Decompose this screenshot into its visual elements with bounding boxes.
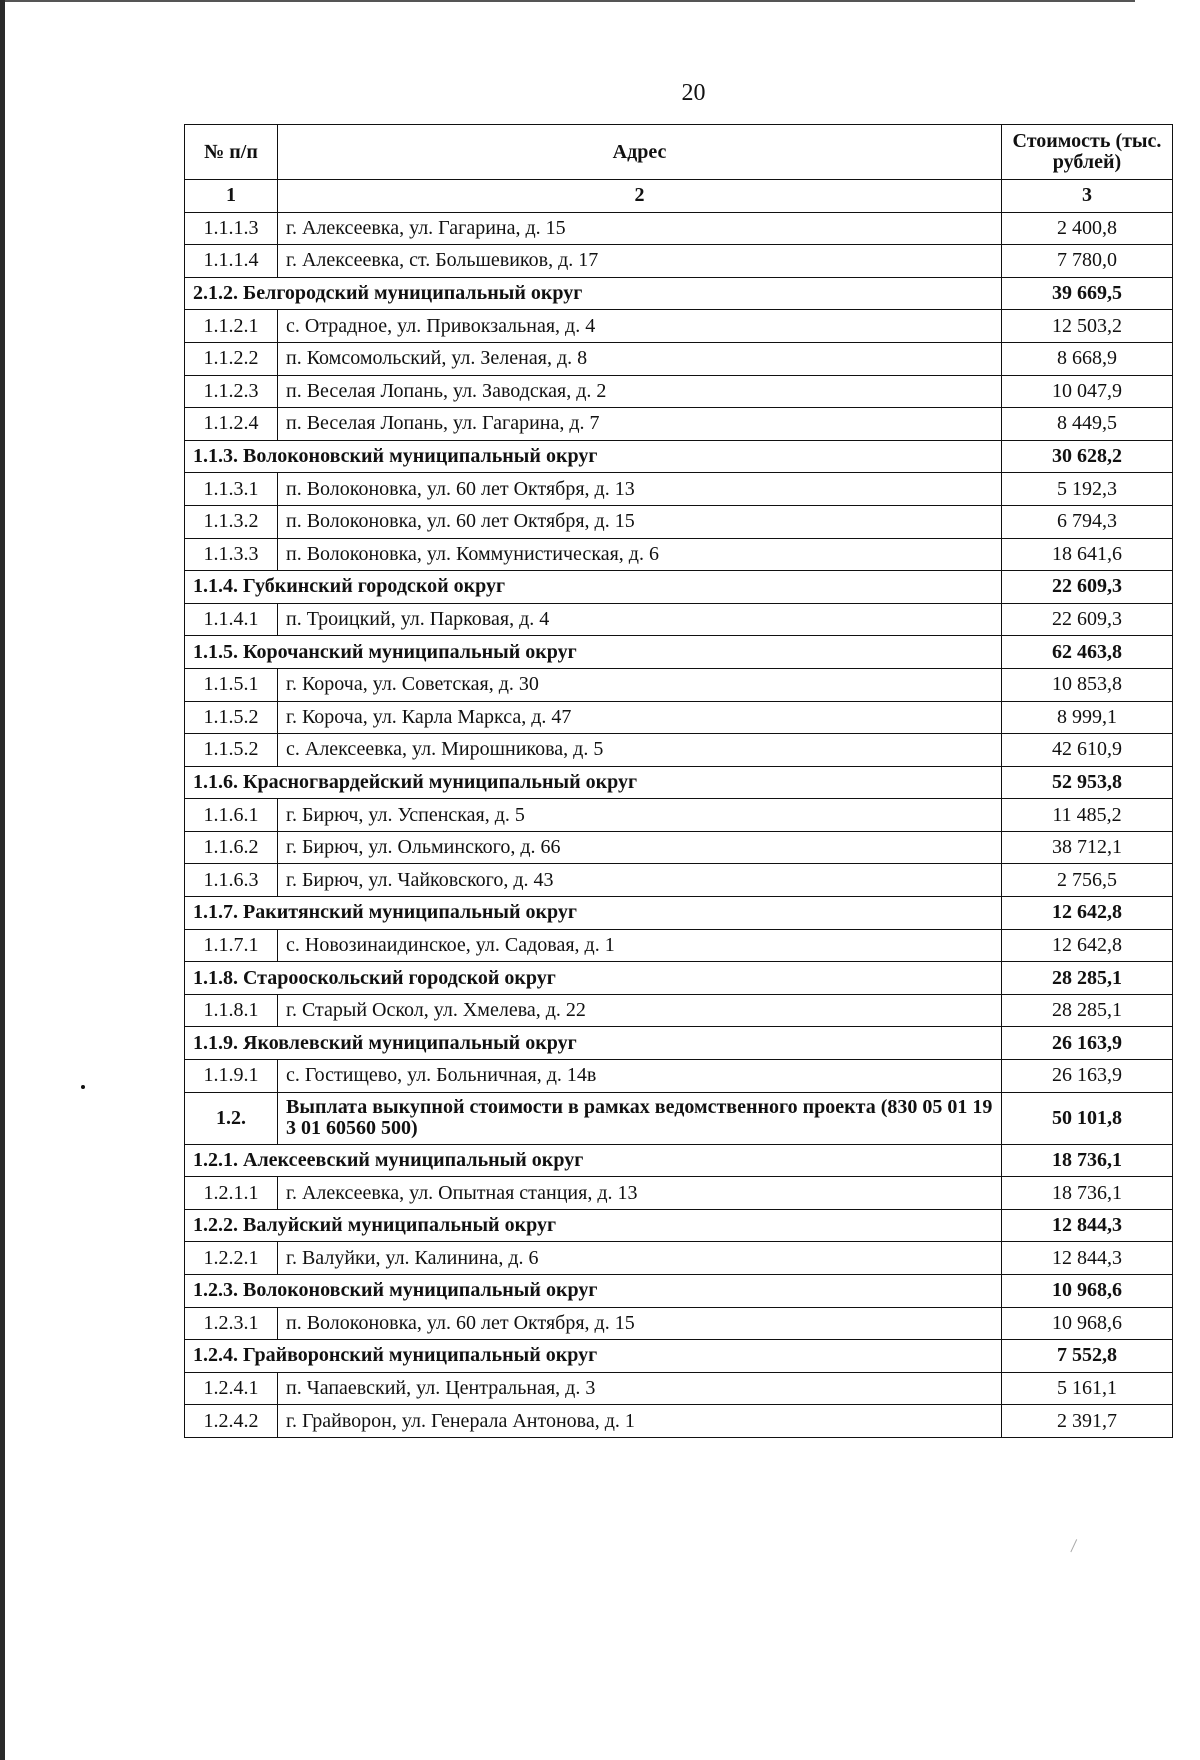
group-row: [185, 766, 1173, 799]
table-row: [185, 538, 1173, 571]
row-address: г. Короча, ул. Карла Маркса, д. 47: [278, 701, 1002, 734]
table-row: [185, 734, 1173, 767]
group-title: 2.1.2. Белгородский муниципальный округ: [185, 277, 1002, 310]
table-row: [185, 1307, 1173, 1340]
row-address: Выплата выкупной стоимости в рамках ведомственного проекта (830 05 01 19 3 01 60560 500): [278, 1092, 1002, 1144]
table-row: [185, 212, 1173, 245]
row-address: г. Валуйки, ул. Калинина, д. 6: [278, 1242, 1002, 1275]
group-total: 52 953,8: [1002, 766, 1173, 799]
table-row: [185, 310, 1173, 343]
row-address: г. Бирюч, ул. Чайковского, д. 43: [278, 864, 1002, 897]
scan-dot: [81, 1085, 85, 1089]
row-cost: 5 161,1: [1002, 1372, 1173, 1405]
row-cost: 26 163,9: [1002, 1060, 1173, 1093]
row-cost: 18 641,6: [1002, 538, 1173, 571]
row-number: 1.1.2.1: [185, 310, 278, 343]
row-cost: 18 736,1: [1002, 1177, 1173, 1210]
group-total: 12 844,3: [1002, 1209, 1173, 1242]
row-cost: 22 609,3: [1002, 603, 1173, 636]
group-total: 26 163,9: [1002, 1027, 1173, 1060]
group-row: [185, 1144, 1173, 1177]
table-row: [185, 1060, 1173, 1093]
group-title: 1.1.4. Губкинский городской округ: [185, 571, 1002, 604]
row-number: 1.1.2.3: [185, 375, 278, 408]
table-header-row: [185, 125, 1173, 180]
row-number: 1.1.3.2: [185, 505, 278, 538]
row-number: 1.1.6.2: [185, 831, 278, 864]
row-cost: 10 968,6: [1002, 1307, 1173, 1340]
table-row: [185, 1242, 1173, 1275]
row-cost: 2 391,7: [1002, 1405, 1173, 1438]
row-number: 1.1.3.1: [185, 473, 278, 506]
row-address: п. Троицкий, ул. Парковая, д. 4: [278, 603, 1002, 636]
row-cost: 6 794,3: [1002, 505, 1173, 538]
row-cost: 5 192,3: [1002, 473, 1173, 506]
row-number: 1.1.2.4: [185, 408, 278, 441]
row-cost: 28 285,1: [1002, 994, 1173, 1027]
row-number: 1.1.5.2: [185, 734, 278, 767]
scan-edge-top: [5, 0, 1135, 2]
row-number: 1.2.1.1: [185, 1177, 278, 1210]
row-cost: 10 853,8: [1002, 668, 1173, 701]
group-row: [185, 1027, 1173, 1060]
row-number: 1.1.1.4: [185, 245, 278, 278]
table-row: [185, 864, 1173, 897]
table-row: [185, 831, 1173, 864]
row-address: г. Грайворон, ул. Генерала Антонова, д. 1: [278, 1405, 1002, 1438]
table-row: [185, 668, 1173, 701]
table-row: [185, 505, 1173, 538]
table-row: [185, 799, 1173, 832]
group-row: [185, 1209, 1173, 1242]
row-cost: 42 610,9: [1002, 734, 1173, 767]
row-cost: 2 756,5: [1002, 864, 1173, 897]
row-cost: 8 999,1: [1002, 701, 1173, 734]
row-cost: 12 844,3: [1002, 1242, 1173, 1275]
header-number: № п/п: [185, 125, 278, 180]
group-row: [185, 440, 1173, 473]
column-number-1: 1: [185, 180, 278, 213]
row-address: с. Гостищево, ул. Больничная, д. 14в: [278, 1060, 1002, 1093]
group-row: [185, 897, 1173, 930]
section-row: [185, 1092, 1173, 1144]
row-number: 1.1.2.2: [185, 342, 278, 375]
group-title: 1.2.2. Валуйский муниципальный округ: [185, 1209, 1002, 1242]
table-row: [185, 1372, 1173, 1405]
row-cost: 50 101,8: [1002, 1092, 1173, 1144]
row-address: п. Веселая Лопань, ул. Заводская, д. 2: [278, 375, 1002, 408]
row-cost: 12 503,2: [1002, 310, 1173, 343]
row-number: 1.2.4.2: [185, 1405, 278, 1438]
row-address: п. Волоконовка, ул. 60 лет Октября, д. 15: [278, 505, 1002, 538]
cost-table: [184, 124, 1173, 1438]
table-row: [185, 473, 1173, 506]
row-address: п. Комсомольский, ул. Зеленая, д. 8: [278, 342, 1002, 375]
row-cost: 38 712,1: [1002, 831, 1173, 864]
row-number: 1.1.5.2: [185, 701, 278, 734]
table-row: [185, 603, 1173, 636]
row-number: 1.1.6.3: [185, 864, 278, 897]
table-row: [185, 1177, 1173, 1210]
group-total: 7 552,8: [1002, 1340, 1173, 1373]
group-row: [185, 1275, 1173, 1308]
group-total: 18 736,1: [1002, 1144, 1173, 1177]
group-title: 1.1.7. Ракитянский муниципальный округ: [185, 897, 1002, 930]
table-row: [185, 701, 1173, 734]
row-address: г. Бирюч, ул. Ольминского, д. 66: [278, 831, 1002, 864]
group-row: [185, 1340, 1173, 1373]
table-row: [185, 929, 1173, 962]
row-number: 1.1.8.1: [185, 994, 278, 1027]
row-number: 1.2.: [185, 1092, 278, 1144]
row-number: 1.1.3.3: [185, 538, 278, 571]
row-address: г. Короча, ул. Советская, д. 30: [278, 668, 1002, 701]
group-total: 30 628,2: [1002, 440, 1173, 473]
header-address: Адрес: [278, 125, 1002, 180]
row-address: п. Волоконовка, ул. 60 лет Октября, д. 15: [278, 1307, 1002, 1340]
group-title: 1.2.3. Волоконовский муниципальный округ: [185, 1275, 1002, 1308]
row-number: 1.1.7.1: [185, 929, 278, 962]
group-title: 1.1.9. Яковлевский муниципальный округ: [185, 1027, 1002, 1060]
group-row: [185, 571, 1173, 604]
group-total: 10 968,6: [1002, 1275, 1173, 1308]
group-total: 39 669,5: [1002, 277, 1173, 310]
group-row: [185, 962, 1173, 995]
group-total: 12 642,8: [1002, 897, 1173, 930]
table-body: [185, 212, 1173, 1437]
group-title: 1.2.4. Грайворонский муниципальный округ: [185, 1340, 1002, 1373]
table-row: [185, 1405, 1173, 1438]
group-title: 1.1.8. Старооскольский городской округ: [185, 962, 1002, 995]
row-address: г. Бирюч, ул. Успенская, д. 5: [278, 799, 1002, 832]
row-address: п. Веселая Лопань, ул. Гагарина, д. 7: [278, 408, 1002, 441]
group-row: [185, 636, 1173, 669]
table-row: [185, 245, 1173, 278]
group-total: 62 463,8: [1002, 636, 1173, 669]
row-address: с. Алексеевка, ул. Мирошникова, д. 5: [278, 734, 1002, 767]
group-title: 1.2.1. Алексеевский муниципальный округ: [185, 1144, 1002, 1177]
row-cost: 2 400,8: [1002, 212, 1173, 245]
column-number-3: 3: [1002, 180, 1173, 213]
row-number: 1.2.4.1: [185, 1372, 278, 1405]
header-cost: Стоимость (тыс. рублей): [1002, 125, 1173, 180]
row-address: п. Волоконовка, ул. 60 лет Октября, д. 13: [278, 473, 1002, 506]
column-number-2: 2: [278, 180, 1002, 213]
scan-mark: [1070, 1539, 1082, 1555]
row-address: с. Отрадное, ул. Привокзальная, д. 4: [278, 310, 1002, 343]
row-cost: 12 642,8: [1002, 929, 1173, 962]
row-number: 1.1.4.1: [185, 603, 278, 636]
row-address: г. Старый Оскол, ул. Хмелева, д. 22: [278, 994, 1002, 1027]
group-row: [185, 277, 1173, 310]
row-address: п. Волоконовка, ул. Коммунистическая, д. 6: [278, 538, 1002, 571]
group-total: 22 609,3: [1002, 571, 1173, 604]
row-address: г. Алексеевка, ул. Опытная станция, д. 13: [278, 1177, 1002, 1210]
row-number: 1.2.2.1: [185, 1242, 278, 1275]
row-address: с. Новозинаидинское, ул. Садовая, д. 1: [278, 929, 1002, 962]
group-title: 1.1.6. Красногвардейский муниципальный округ: [185, 766, 1002, 799]
row-number: 1.2.3.1: [185, 1307, 278, 1340]
scan-edge: [0, 0, 5, 1760]
table-row: [185, 408, 1173, 441]
row-address: п. Чапаевский, ул. Центральная, д. 3: [278, 1372, 1002, 1405]
row-number: 1.1.9.1: [185, 1060, 278, 1093]
row-cost: 8 449,5: [1002, 408, 1173, 441]
row-address: г. Алексеевка, ул. Гагарина, д. 15: [278, 212, 1002, 245]
row-cost: 7 780,0: [1002, 245, 1173, 278]
row-address: г. Алексеевка, ст. Большевиков, д. 17: [278, 245, 1002, 278]
table-row: [185, 375, 1173, 408]
row-number: 1.1.6.1: [185, 799, 278, 832]
row-cost: 11 485,2: [1002, 799, 1173, 832]
column-numbers-row: [185, 180, 1173, 213]
row-cost: 10 047,9: [1002, 375, 1173, 408]
row-number: 1.1.1.3: [185, 212, 278, 245]
group-title: 1.1.5. Корочанский муниципальный округ: [185, 636, 1002, 669]
group-title: 1.1.3. Волоконовский муниципальный округ: [185, 440, 1002, 473]
page-number: 20: [681, 80, 706, 106]
table-row: [185, 342, 1173, 375]
table-row: [185, 994, 1173, 1027]
row-number: 1.1.5.1: [185, 668, 278, 701]
group-total: 28 285,1: [1002, 962, 1173, 995]
row-cost: 8 668,9: [1002, 342, 1173, 375]
